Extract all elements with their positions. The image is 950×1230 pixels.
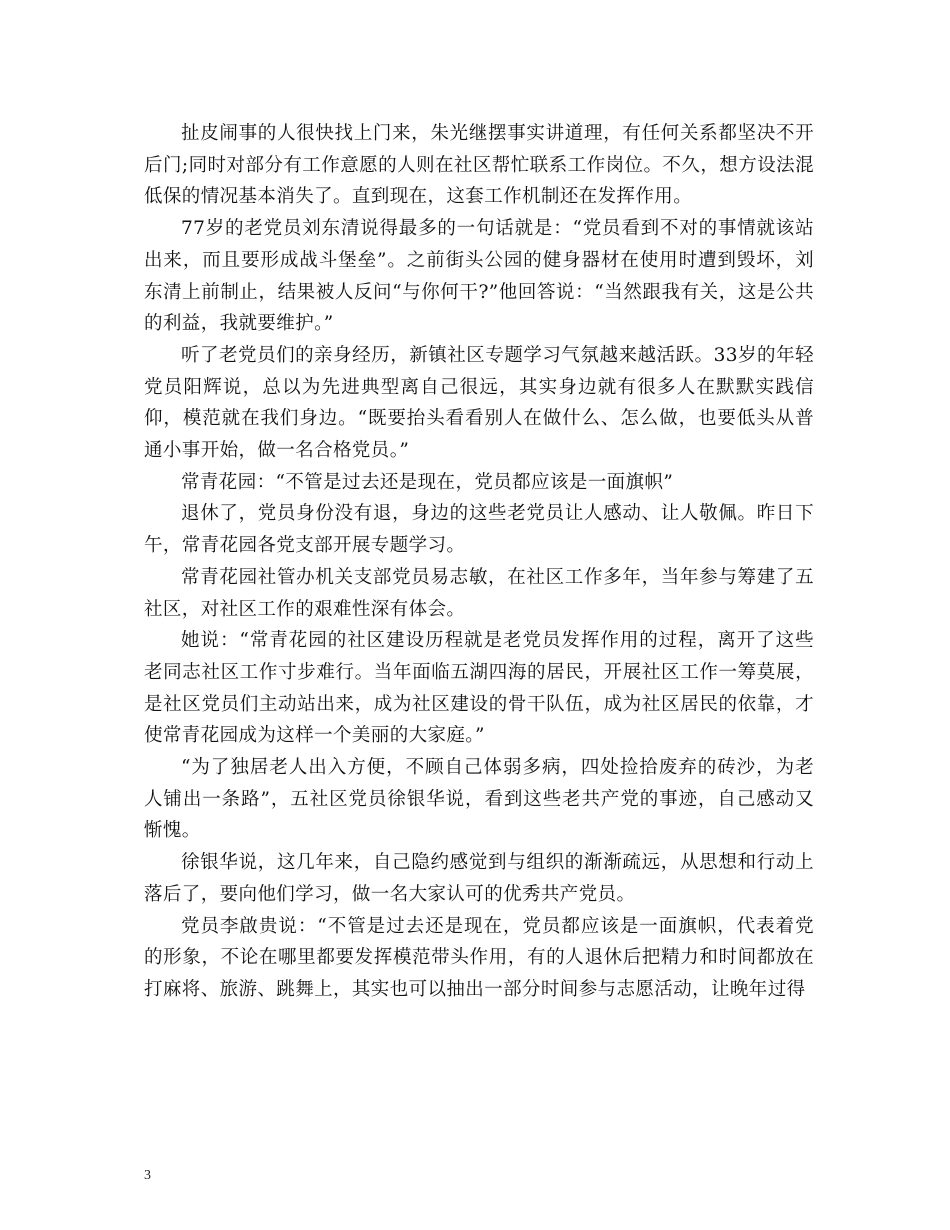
- paragraph: 退休了，党员身份没有退，身边的这些老党员让人感动、让人敬佩。昨日下午，常青花园各党支部开展专题学习。: [144, 503, 814, 557]
- paragraph: 常青花园社管办机关支部党员易志敏，在社区工作多年，当年参与筹建了五社区，对社区工作的艰难性深有体会。: [144, 566, 814, 620]
- paragraph: 77岁的老党员刘东清说得最多的一句话就是：“党员看到不对的事情就该站出来，而且要形成战斗堡垒”。之前街头公园的健身器材在使用时遭到毁坏，刘东清上前制止，结果被人反问“与你何干?”他回答说：“当然跟我有关，这是公共的利益，我就要维护。”: [144, 218, 814, 335]
- section-heading: 常青花园：“不管是过去还是现在，党员都应该是一面旗帜”: [181, 471, 674, 493]
- article-body: [144, 118, 814, 1006]
- paragraph: 党员李啟贵说：“不管是过去还是现在，党员都应该是一面旗帜，代表着党的形象，不论在哪里都要发挥模范带头作用，有的人退休后把精力和时间都放在打麻将、旅游、跳舞上，其实也可以抽出一部分时间参与志愿活动，让晚年过得: [144, 915, 814, 1000]
- paragraph: 扯皮闹事的人很快找上门来，朱光继摆事实讲道理，有任何关系都坚决不开后门;同时对部分有工作意愿的人则在社区帮忙联系工作岗位。不久，想方设法混低保的情况基本消失了。直到现在，这套工作机制还在发挥作用。: [144, 123, 814, 208]
- paragraph: 徐银华说，这几年来，自己隐约感觉到与组织的渐渐疏远，从思想和行动上落后了，要向他们学习，做一名大家认可的优秀共产党员。: [144, 852, 814, 905]
- paragraph: “为了独居老人出入方便，不顾自己体弱多病，四处捡拾废弃的砖沙，为老人铺出一条路”，五社区党员徐银华说，看到这些老共产党的事迹，自己感动又惭愧。: [144, 757, 814, 842]
- paragraph: 她说：“常青花园的社区建设历程就是老党员发挥作用的过程，离开了这些老同志社区工作寸步难行。当年面临五湖四海的居民，开展社区工作一筹莫展，是社区党员们主动站出来，成为社区建设的骨干队伍，成为社区居民的依靠，才使常青花园成为这样一个美丽的大家庭。”: [144, 630, 814, 747]
- page-number: 3: [144, 1168, 151, 1183]
- paragraph: 听了老党员们的亲身经历，新镇社区专题学习气氛越来越活跃。33岁的年轻党员阳辉说，总以为先进典型离自己很远，其实身边就有很多人在默默实践信仰，模范就在我们身边。“既要抬头看看别人在做什么、怎么做，也要低头从普通小事开始，做一名合格党员。”: [144, 344, 814, 462]
